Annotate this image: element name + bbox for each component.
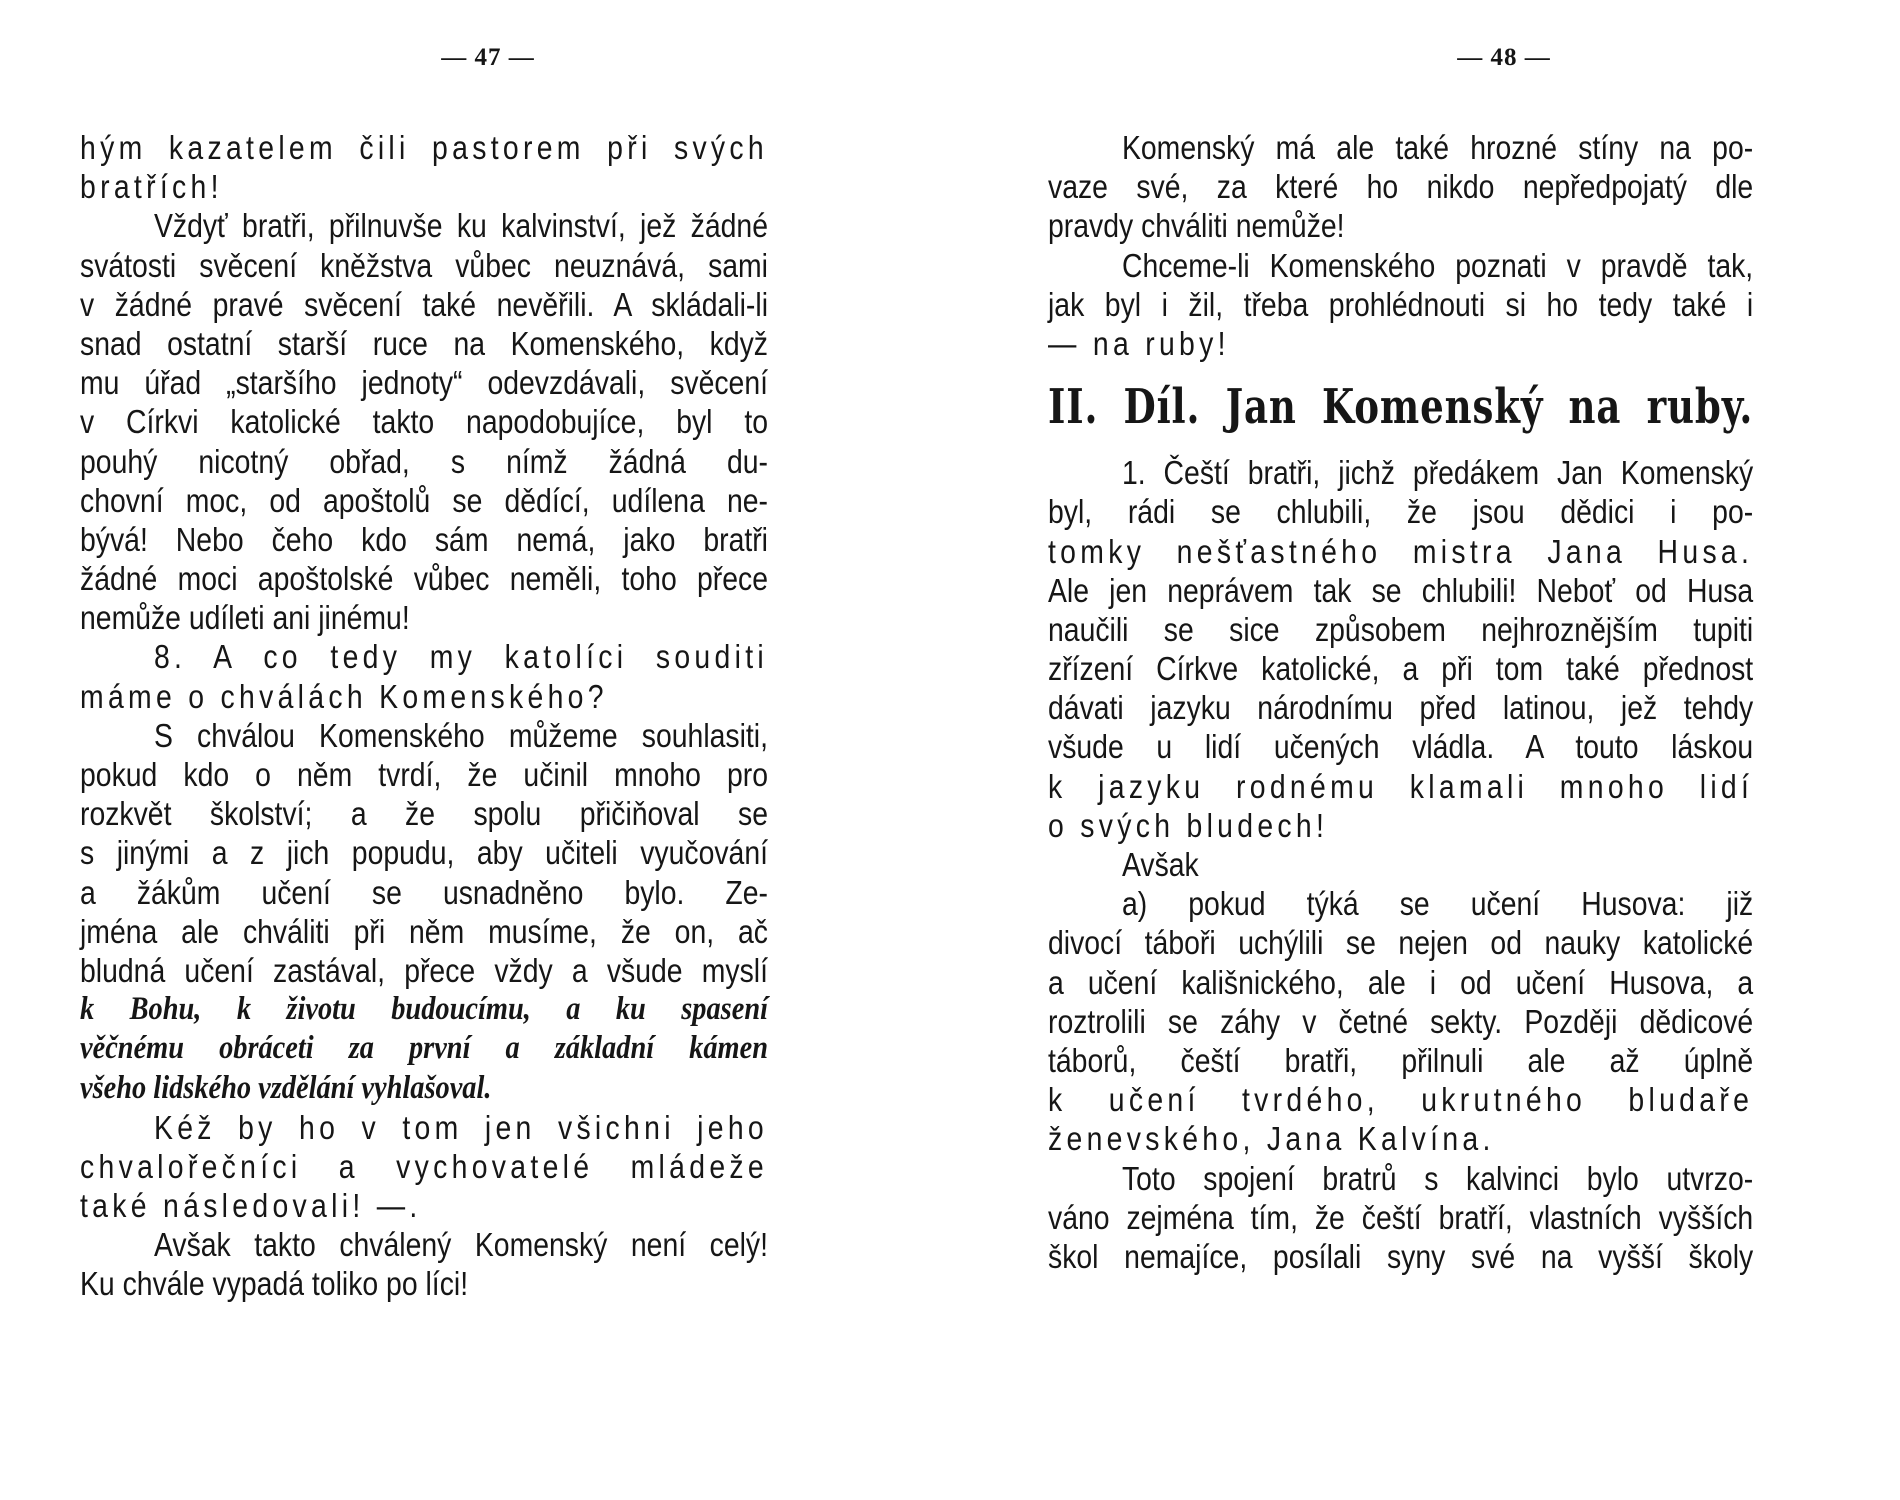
text-line: pouhý nicotný obřad, s nímž žádná du- xyxy=(80,442,768,480)
text-line: pokud kdo o něm tvrdí, že učinil mnoho pro xyxy=(80,756,768,793)
text-line: máme o chválách Komenského? xyxy=(80,677,608,715)
text-line: Toto spojení bratrů s kalvinci bylo utvrzo- xyxy=(1121,1159,1754,1197)
text-line: svátosti svěcení kněžstva vůbec neuznává, sami xyxy=(80,246,768,284)
text-line: žádné moci apoštolské vůbec neměli, toho přece xyxy=(80,560,768,598)
text-line: v Církvi katolické takto napodobujíce, byl to xyxy=(80,403,768,441)
text-line: Avšak xyxy=(1121,846,1199,883)
text-line: hým kazatelem čili pastorem při svých xyxy=(80,129,768,166)
page-number-right: — 48 — xyxy=(1457,44,1551,71)
text-line: divocí táboři uchýlili se nejen od nauky katolické xyxy=(1048,924,1754,962)
text-line: k jazyku rodnému klamali mnoho lidí xyxy=(1048,767,1754,805)
text-line: byl, rádi se chlubili, že jsou dědici i po- xyxy=(1048,493,1754,531)
text-line: k Bohu, k životu budoucímu, a ku spasení xyxy=(80,991,768,1028)
page-number-left: — 47 — xyxy=(441,44,535,71)
text-line: věčnému obráceti za první a základní kámen xyxy=(80,1030,768,1067)
text-line: táborů, čeští bratři, přilnuli ale až úplně xyxy=(1048,1041,1754,1079)
text-line: dávati jazyku národnímu před latinou, jež tehdy xyxy=(1048,689,1754,727)
text-line: jak byl i žil, třeba prohlédnouti si ho tedy také i xyxy=(1048,285,1754,323)
text-line: ženevského, Jana Kalvína. xyxy=(1048,1120,1495,1158)
text-line: škol nemajíce, posílali syny své na vyšší školy xyxy=(1048,1237,1754,1275)
text-line: pravdy chváliti nemůže! xyxy=(1048,207,1345,245)
text-line: Kéž by ho v tom jen všichni jeho xyxy=(153,1108,769,1146)
text-line: a) pokud týká se učení Husova: již xyxy=(1121,885,1754,923)
text-line: Komenský má ale také hrozné stíny na po- xyxy=(1121,129,1754,166)
text-line: váno zejména tím, že čeští bratří, vlastních vyšších xyxy=(1048,1198,1754,1236)
text-line: v žádné pravé svěcení také nevěřili. A skládali-li xyxy=(80,285,768,323)
text-line: všeho lidského vzdělání vyhlašoval. xyxy=(80,1069,492,1106)
text-line: Ku chvále vypadá toliko po líci! xyxy=(80,1265,469,1303)
section-heading: II. Díl. Jan Komenský na ruby. xyxy=(1048,379,1754,436)
text-line: k učení tvrdého, ukrutného bludaře xyxy=(1048,1081,1754,1119)
right-page xyxy=(950,0,1900,1500)
text-line: tomky nešťastného mistra Jana Husa. xyxy=(1048,532,1754,570)
text-line: a učení kališnického, ale i od učení Husova, a xyxy=(1048,963,1754,1001)
text-line: roztrolili se záhy v četné sekty. Později dědicové xyxy=(1048,1002,1754,1040)
text-line: Chceme-li Komenského poznati v pravdě tak, xyxy=(1121,246,1754,284)
text-line: zřízení Církve katolické, a při tom také přednost xyxy=(1048,650,1754,688)
text-line: Avšak takto chválený Komenský není celý! xyxy=(153,1226,769,1264)
text-line: bludná učení zastával, přece vždy a všude myslí xyxy=(80,951,768,989)
text-line: S chválou Komenského můžeme souhlasiti, xyxy=(153,716,769,754)
text-line: a žákům učení se usnadněno bylo. Ze- xyxy=(80,873,768,911)
text-line: také následovali! —. xyxy=(80,1187,422,1225)
text-line: rozkvět školství; a že spolu přičiňoval se xyxy=(80,795,768,833)
left-page-text xyxy=(80,128,768,1304)
text-line: bývá! Nebo čeho kdo sám nemá, jako bratři xyxy=(80,520,768,558)
text-line: všude u lidí učených vládla. A touto láskou xyxy=(1048,728,1754,766)
right-page-text xyxy=(1048,128,1753,1276)
text-line: 8. A co tedy my katolíci souditi xyxy=(153,638,769,676)
text-line: s jinými a z jich popudu, aby učiteli vyučování xyxy=(80,834,768,872)
text-line: vaze své, za které ho nikdo nepředpojatý dle xyxy=(1048,168,1754,206)
text-line: snad ostatní starší ruce na Komenského, když xyxy=(80,324,768,362)
text-line: nemůže udíleti ani jinému! xyxy=(80,599,410,637)
text-line: Vždyť bratři, přilnuvše ku kalvinství, jež žádné xyxy=(153,207,769,245)
text-line: bratřích! xyxy=(80,168,223,206)
text-line: naučili se sice způsobem nejhroznějším tupiti xyxy=(1048,610,1754,648)
text-line: Ale jen neprávem tak se chlubili! Neboť od Husa xyxy=(1048,571,1754,609)
text-line: chovní moc, od apoštolů se dědící, udílena ne- xyxy=(80,481,768,519)
text-line: jména ale chváliti při něm musíme, že on, ač xyxy=(80,912,768,950)
text-line: — na ruby! xyxy=(1048,324,1230,362)
text-line: mu úřad „staršího jednoty“ odevzdávali, svěcení xyxy=(80,364,768,402)
text-line: chvalořečníci a vychovatelé mládeže xyxy=(80,1147,768,1185)
text-line: o svých bludech! xyxy=(1048,806,1329,844)
text-line: 1. Čeští bratři, jichž předákem Jan Komenský xyxy=(1121,454,1754,492)
